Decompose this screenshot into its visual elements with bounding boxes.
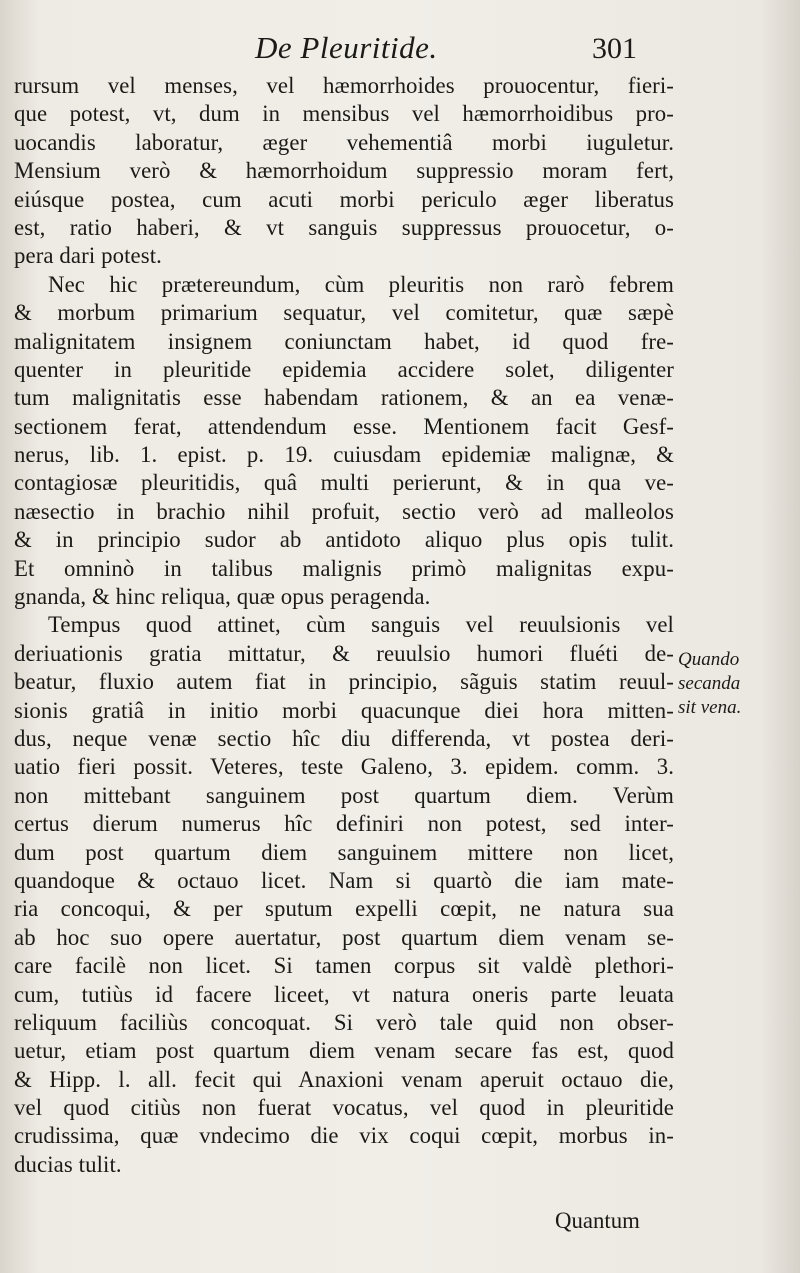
running-head-title: De Pleuritide. bbox=[255, 30, 438, 65]
text-line: contagiosæ pleuritidis, quâ multi perierunt, & in qua ve- bbox=[14, 470, 674, 496]
text-line: uocandis laboratur, æger vehementiâ morbi iuguletur. bbox=[14, 129, 674, 155]
text-line: eiúsque postea, cum acuti morbi periculo æger liberatus bbox=[14, 186, 674, 212]
text-line: uatio fieri possit. Veteres, teste Galeno, 3. epidem. comm. 3. bbox=[14, 754, 674, 780]
text-line: malignitatem insignem coniunctam habet, id quod fre- bbox=[14, 328, 674, 354]
text-line: & morbum primarium sequatur, vel comitetur, quæ sæpè bbox=[14, 300, 674, 326]
text-line: cum, tutiùs id facere liceet, vt natura oneris parte leuata bbox=[14, 981, 674, 1007]
text-line: Mensium verò & hæmorrhoidum suppressio moram fert, bbox=[14, 158, 674, 184]
text-line: certus dierum numerus hîc definiri non potest, sed inter- bbox=[14, 811, 674, 837]
text-line: est, ratio haberi, & vt sanguis suppressus prouocetur, o- bbox=[14, 214, 674, 240]
text-line: ab hoc suo opere auertatur, post quartum diem venam se- bbox=[14, 924, 674, 950]
text-line: uetur, etiam post quartum diem venam secare fas est, quod bbox=[14, 1038, 674, 1064]
marginal-note-line: Quando bbox=[678, 649, 740, 670]
text-line: que potest, vt, dum in mensibus vel hæmorrhoidibus pro- bbox=[14, 101, 674, 127]
text-line: crudissima, quæ vndecimo die vix coqui cœpit, morbus in- bbox=[14, 1123, 674, 1149]
text-line: quenter in pleuritide epidemia accidere solet, diligenter bbox=[14, 356, 674, 382]
marginal-note bbox=[678, 648, 741, 720]
body-text bbox=[14, 72, 674, 1179]
text-line: nerus, lib. 1. epist. p. 19. cuiusdam epidemiæ malignæ, & bbox=[14, 442, 674, 468]
marginal-note-line: secanda bbox=[678, 673, 741, 694]
text-line: pera dari potest. bbox=[14, 243, 162, 269]
marginal-note-line: sit vena. bbox=[678, 697, 742, 718]
text-line: Nec hic prætereundum, cùm pleuritis non rarò febrem bbox=[48, 271, 674, 297]
text-line: non mittebant sanguinem post quartum diem. Verùm bbox=[14, 782, 674, 808]
text-line: Et omninò in talibus malignis primò malignitas expu- bbox=[14, 555, 674, 581]
text-line: ria concoqui, & per sputum expelli cœpit, ne natura sua bbox=[14, 896, 674, 922]
text-line: & in principio sudor ab antidoto aliquo plus opis tulit. bbox=[14, 527, 674, 553]
text-line: rursum vel menses, vel hæmorrhoides prouocentur, fieri- bbox=[14, 73, 674, 98]
text-line: ducias tulit. bbox=[14, 1151, 122, 1177]
text-line: reliquum faciliùs concoquat. Si verò tale quid non obser- bbox=[14, 1009, 674, 1035]
text-line: Tempus quod attinet, cùm sanguis vel reuulsionis vel bbox=[48, 612, 674, 638]
running-head bbox=[0, 28, 800, 68]
text-line: quandoque & octauo licet. Nam si quartò die iam mate- bbox=[14, 867, 674, 893]
text-line: deriuationis gratia mittatur, & reuulsio humori fluéti de- bbox=[14, 640, 674, 666]
text-line: sectionem ferat, attendendum esse. Mentionem facit Gesf- bbox=[14, 413, 674, 439]
text-line: dus, neque venæ sectio hîc diu differenda, vt postea deri- bbox=[14, 725, 674, 751]
page-number: 301 bbox=[592, 32, 637, 65]
text-line: & Hipp. l. all. fecit qui Anaxioni venam aperuit octauo die, bbox=[14, 1066, 674, 1092]
text-line: næsectio in brachio nihil profuit, sectio verò ad malleolos bbox=[14, 498, 674, 524]
text-line: vel quod citiùs non fuerat vocatus, vel quod in pleuritide bbox=[14, 1095, 674, 1121]
text-line: tum malignitatis esse habendam rationem, & an ea venæ- bbox=[14, 385, 674, 411]
catchword: Quantum bbox=[555, 1208, 640, 1233]
text-line: sionis gratiâ in initio morbi quacunque diei hora mitten- bbox=[14, 697, 674, 723]
text-line: dum post quartum diem sanguinem mittere non licet, bbox=[14, 839, 674, 865]
text-line: care facilè non licet. Si tamen corpus sit valdè plethori- bbox=[14, 953, 674, 979]
text-line: beatur, fluxio autem fiat in principio, sãguis statim reuul- bbox=[14, 669, 674, 695]
text-line: gnanda, & hinc reliqua, quæ opus peragenda. bbox=[14, 584, 431, 610]
